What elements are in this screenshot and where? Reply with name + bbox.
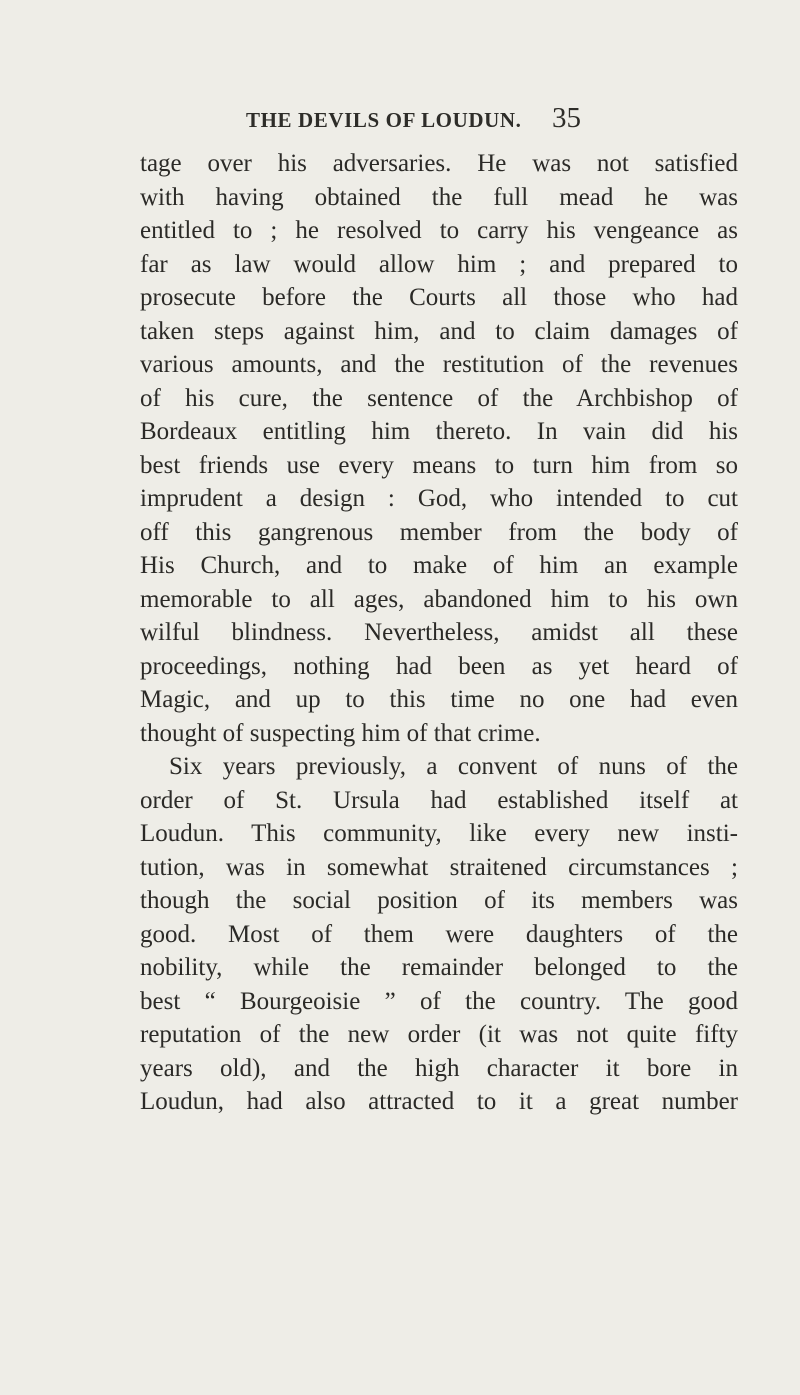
text-line: Magic, and up to this time no one had even [140, 686, 738, 713]
text-line: off this gangrenous member from the body of [140, 518, 738, 546]
running-title: THE DEVILS OF LOUDUN. [246, 108, 522, 132]
text-line: various amounts, and the restitution of the revenues [140, 351, 738, 378]
text-line: wilful blindness. Nevertheless, amidst all these [140, 619, 738, 646]
text-line: tution, was in somewhat straitened circumstances ; [140, 853, 738, 881]
text-line: Loudun. This community, like every new insti- [140, 820, 738, 847]
text-line: though the social position of its members was [140, 887, 738, 914]
page-number: 35 [552, 102, 581, 134]
text-line: with having obtained the full mead he was [140, 183, 738, 211]
text-line: thought of suspecting him of that crime. [140, 719, 541, 747]
text-line: of his cure, the sentence of the Archbishop of [140, 384, 738, 412]
text-line: best friends use every means to turn him from so [140, 451, 738, 479]
running-head [246, 100, 581, 140]
text-line: order of St. Ursula had established itself at [140, 786, 738, 814]
text-line: memorable to all ages, abandoned him to his own [140, 585, 738, 613]
text-line: proceedings, nothing had been as yet heard of [140, 652, 738, 680]
text-line: His Church, and to make of him an example [140, 552, 738, 579]
text-line: years old), and the high character it bore in [140, 1054, 738, 1082]
text-line: Loudun, had also attracted to it a great number [140, 1088, 738, 1115]
text-line: tage over his adversaries. He was not satisfied [140, 150, 738, 177]
text-line: Bordeaux entitling him thereto. In vain did his [140, 418, 738, 445]
text-line: Six years previously, a convent of nuns of the [169, 753, 738, 780]
text-line: entitled to ; he resolved to carry his vengeance as [140, 217, 738, 244]
text-line: prosecute before the Courts all those who had [140, 284, 738, 311]
text-line: imprudent a design : God, who intended to cut [140, 485, 738, 512]
text-line: best “ Bourgeoisie ” of the country. The good [140, 987, 738, 1015]
text-line: reputation of the new order (it was not quite fifty [140, 1021, 738, 1048]
text-line: good. Most of them were daughters of the [140, 920, 738, 948]
text-line: far as law would allow him ; and prepared to [140, 250, 738, 278]
text-line: taken steps against him, and to claim damages of [140, 317, 738, 345]
text-line: nobility, while the remainder belonged to the [140, 954, 738, 981]
body-text [140, 147, 738, 1119]
